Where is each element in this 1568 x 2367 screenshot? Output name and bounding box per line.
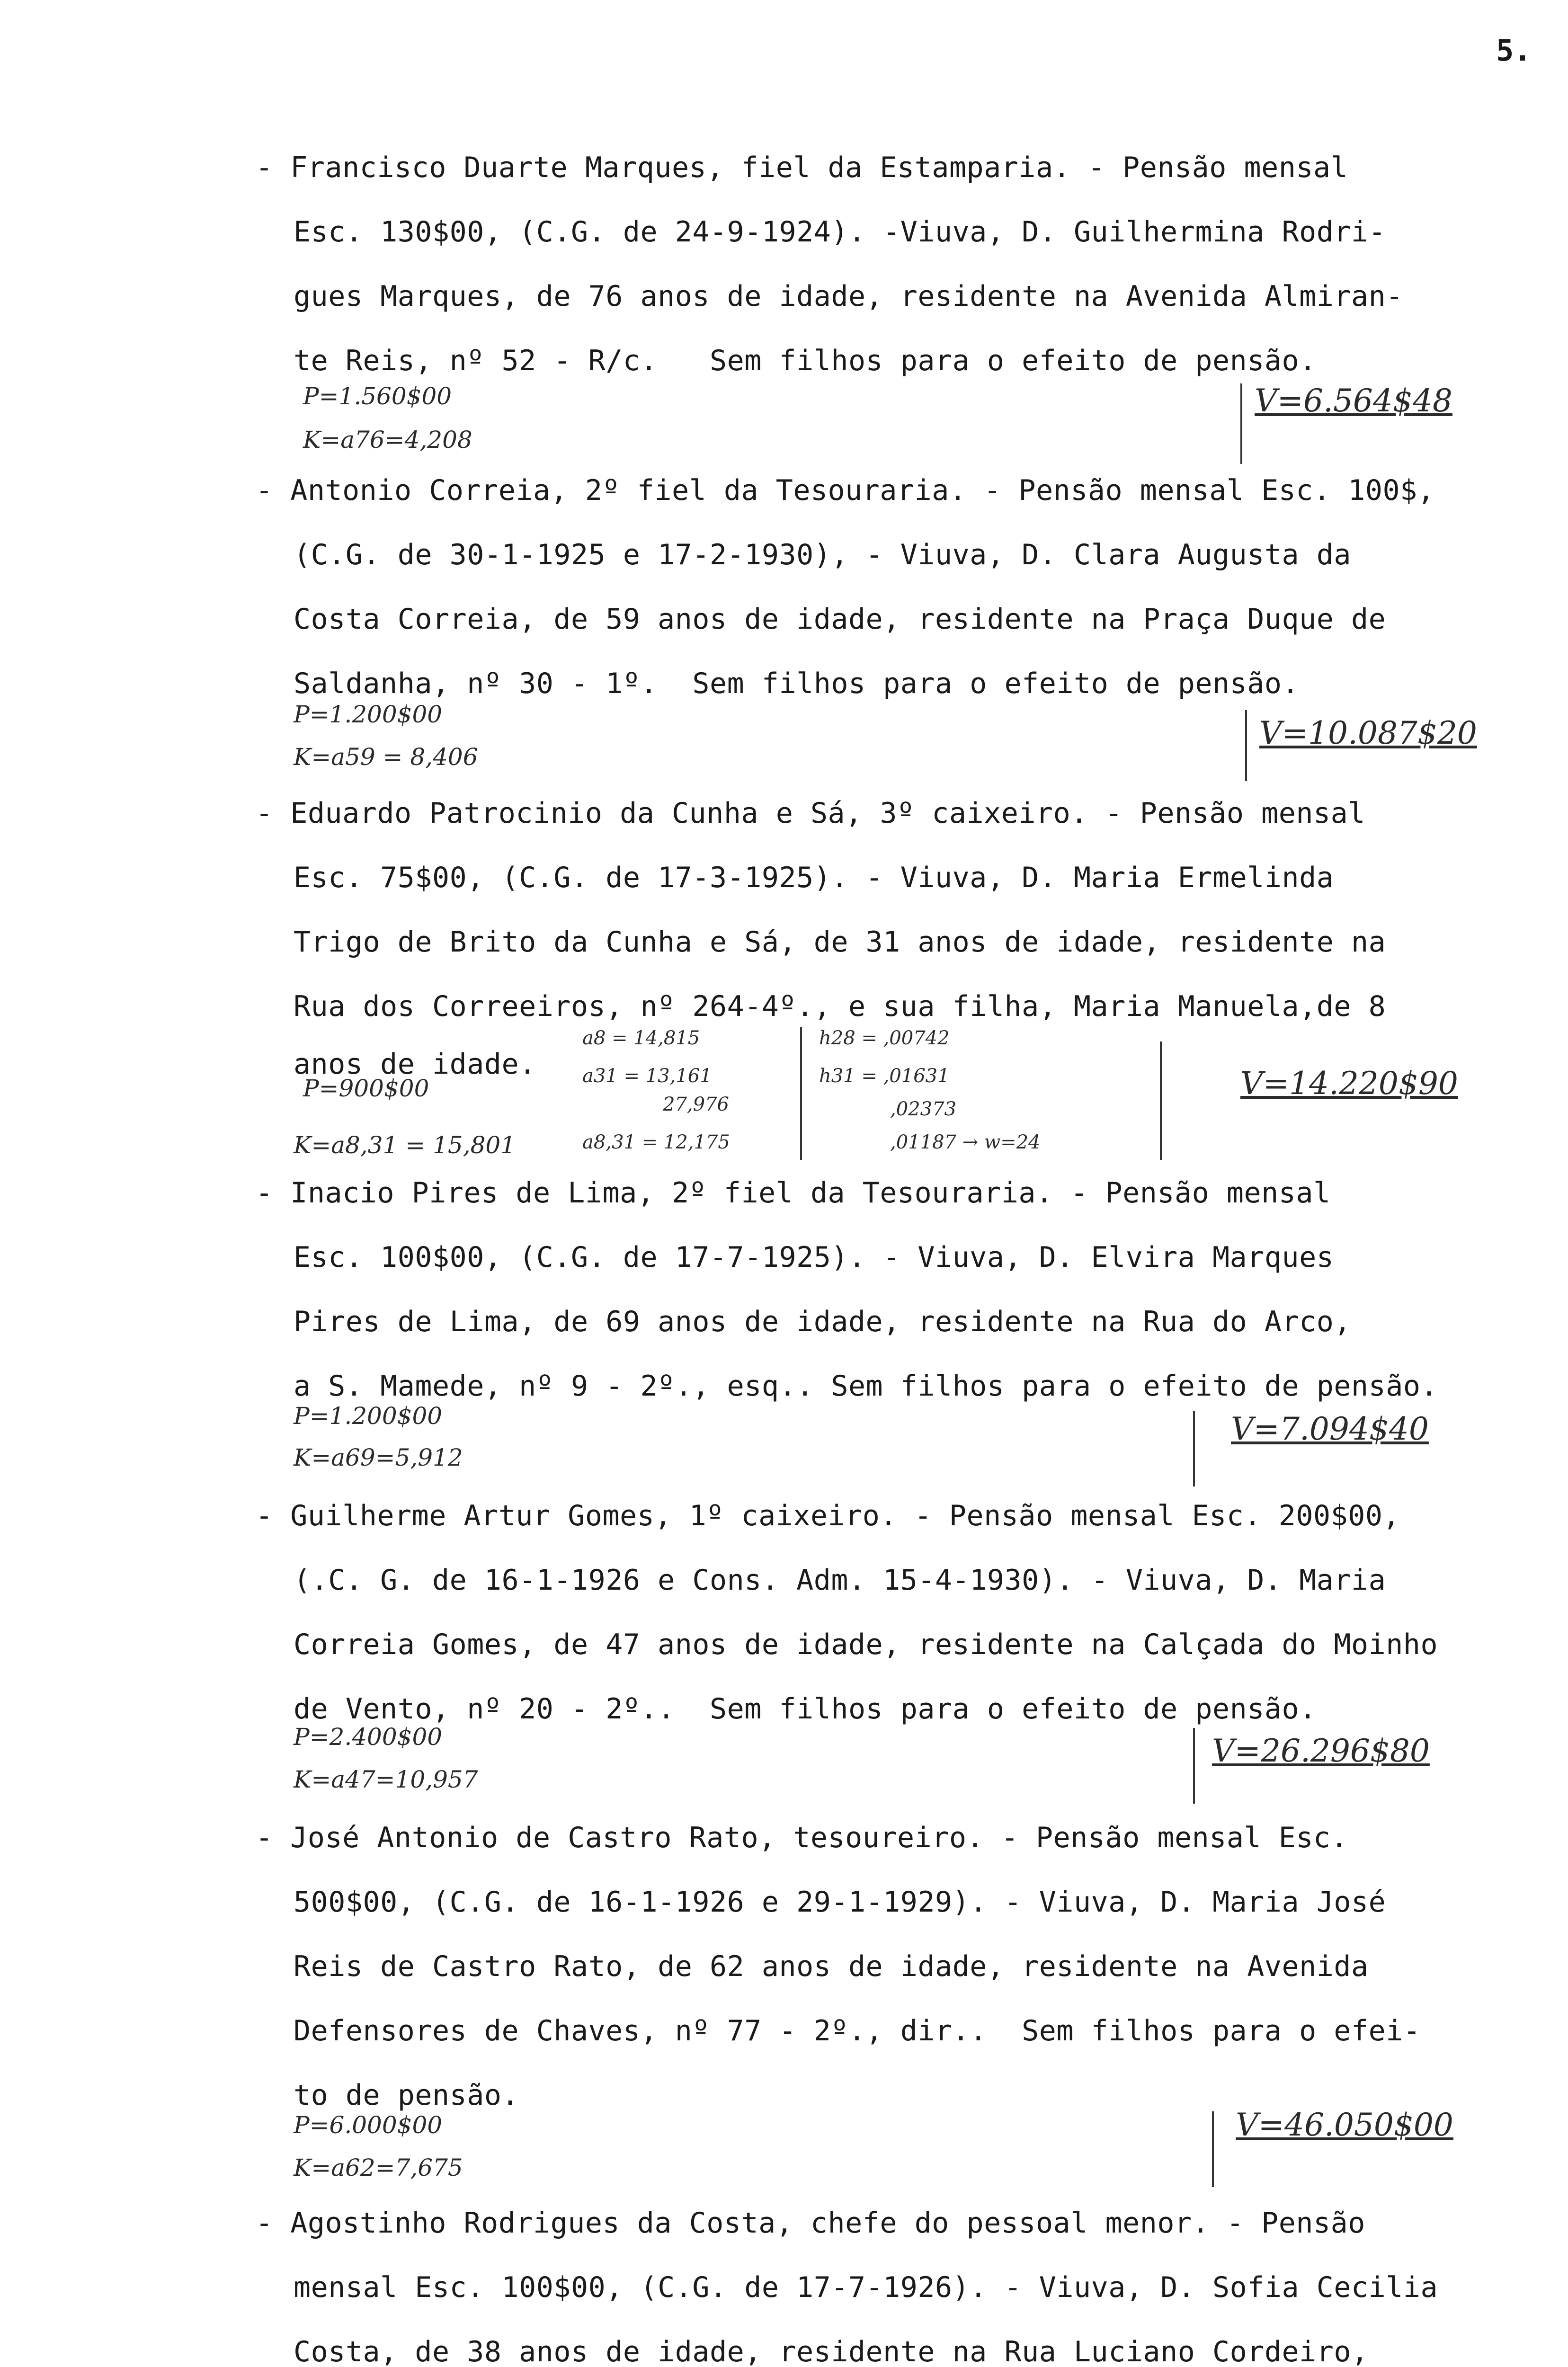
entry-3-value: V=14.220$90 — [1240, 1065, 1458, 1102]
entry-2-value-divider — [1245, 710, 1247, 781]
entry-4-line-1: - Inacio Pires de Lima, 2º fiel da Tesouraria. - Pensão mensal — [256, 1176, 1331, 1210]
entry-1-line-1: - Francisco Duarte Marques, fiel da Estamparia. - Pensão mensal — [256, 151, 1348, 184]
entry-6-value: V=46.050$00 — [1236, 2107, 1453, 2143]
entry-3-line-2: Esc. 75$00, (C.G. de 17-3-1925). - Viuva, D. Maria Ermelinda — [294, 861, 1334, 894]
entry-2-line-1: - Antonio Correia, 2º fiel da Tesouraria. - Pensão mensal Esc. 100$, — [256, 474, 1435, 507]
entry-3-line-4: Rua dos Correeiros, nº 264-4º., e sua filha, Maria Manuela,de 8 — [294, 990, 1386, 1023]
entry-5-value: V=26.296$80 — [1212, 1733, 1430, 1769]
entry-6-note-k: K=a62=7,675 — [294, 2154, 463, 2181]
entry-1-line-4: te Reis, nº 52 - R/c. Sem filhos para o efeito de pensão. — [294, 344, 1317, 377]
entry-2-note-k: K=a59 = 8,406 — [294, 743, 478, 771]
entry-3-line-5: anos de idade. — [294, 1048, 536, 1081]
entry-7-line-1: - Agostinho Rodrigues da Costa, chefe do pessoal menor. - Pensão — [256, 2207, 1365, 2240]
entry-5-line-1: - Guilherme Artur Gomes, 1º caixeiro. - Pensão mensal Esc. 200$00, — [256, 1499, 1400, 1532]
entry-3-calc-divider — [800, 1027, 802, 1160]
entry-4-line-2: Esc. 100$00, (C.G. de 17-7-1925). - Viuva, D. Elvira Marques — [294, 1241, 1334, 1274]
entry-5-value-divider — [1193, 1728, 1195, 1804]
entry-2-note-p: P=1.200$00 — [294, 701, 443, 728]
entry-4-note-p: P=1.200$00 — [294, 1402, 443, 1430]
entry-4-line-4: a S. Mamede, nº 9 - 2º., esq.. Sem filhos para o efeito de pensão. — [294, 1370, 1438, 1403]
entry-4-value: V=7.094$40 — [1231, 1411, 1429, 1447]
entry-5-line-2: (.C. G. de 16-1-1926 e Cons. Adm. 15-4-1930). - Viuva, D. Maria — [294, 1564, 1386, 1597]
entry-3-calc-w: ,01187 → w=24 — [890, 1131, 1041, 1153]
entry-7-line-3: Costa, de 38 anos de idade, residente na Rua Luciano Cordeiro, — [294, 2335, 1369, 2367]
entry-5-line-4: de Vento, nº 20 - 2º.. Sem filhos para o efeito de pensão. — [294, 1692, 1317, 1726]
entry-6-line-5: to de pensão. — [294, 2079, 519, 2112]
entry-6-line-2: 500$00, (C.G. de 16-1-1926 e 29-1-1929). - Viuva, D. Maria José — [294, 1886, 1386, 1919]
entry-6-value-divider — [1212, 2111, 1214, 2187]
entry-3-line-1: - Eduardo Patrocinio da Cunha e Sá, 3º caixeiro. - Pensão mensal — [256, 797, 1365, 830]
entry-1-note-k: K=a76=4,208 — [303, 426, 472, 454]
entry-2-line-2: (C.G. de 30-1-1925 e 17-2-1930), - Viuva, D. Clara Augusta da — [294, 538, 1352, 571]
entry-1-line-3: gues Marques, de 76 anos de idade, residente na Avenida Almiran- — [294, 280, 1403, 313]
entry-1-line-2: Esc. 130$00, (C.G. de 24-9-1924). -Viuva, D. Guilhermina Rodri- — [294, 215, 1386, 249]
entry-5-note-p: P=2.400$00 — [294, 1723, 443, 1751]
entry-4-note-k: K=a69=5,912 — [294, 1444, 463, 1471]
entry-1-value: V=6.564$48 — [1255, 383, 1452, 419]
entry-3-line-3: Trigo de Brito da Cunha e Sá, de 31 anos de idade, residente na — [294, 925, 1386, 959]
entry-3-calc-hsum: ,02373 — [890, 1098, 956, 1120]
entry-3-calc-a8: a8 = 14,815 — [582, 1027, 700, 1049]
entry-5-line-3: Correia Gomes, de 47 anos de idade, residente na Calçada do Moinho — [294, 1628, 1438, 1661]
entry-6-line-3: Reis de Castro Rato, de 62 anos de idade, residente na Avenida — [294, 1950, 1369, 1983]
entry-3-note-p: P=900$00 — [303, 1075, 429, 1102]
entry-3-calc-sum: 27,976 — [663, 1094, 729, 1115]
entry-3-calc-a31: a31 = 13,161 — [582, 1065, 712, 1087]
entry-6-line-4: Defensores de Chaves, nº 77 - 2º., dir.. Sem filhos para o efei- — [294, 2014, 1421, 2047]
entry-1-value-divider — [1240, 383, 1242, 464]
entry-2-line-4: Saldanha, nº 30 - 1º. Sem filhos para o efeito de pensão. — [294, 667, 1300, 700]
entry-4-line-3: Pires de Lima, de 69 anos de idade, residente na Rua do Arco, — [294, 1305, 1352, 1338]
entry-6-note-p: P=6.000$00 — [294, 2111, 443, 2139]
entry-3-calc-h31: h31 = ,01631 — [819, 1065, 950, 1087]
page-number: 5. — [1496, 33, 1532, 68]
entry-7-line-2: mensal Esc. 100$00, (C.G. de 17-7-1926). - Viuva, D. Sofia Cecilia — [294, 2271, 1438, 2304]
entry-1-note-p: P=1.560$00 — [303, 383, 452, 410]
entry-4-value-divider — [1193, 1411, 1195, 1486]
entry-6-line-1: - José Antonio de Castro Rato, tesoureiro. - Pensão mensal Esc. — [256, 1821, 1348, 1854]
entry-3-calc-h28: h28 = ,00742 — [819, 1027, 950, 1049]
entry-2-line-3: Costa Correia, de 59 anos de idade, residente na Praça Duque de — [294, 603, 1386, 636]
entry-2-value: V=10.087$20 — [1259, 715, 1477, 751]
entry-3-value-divider — [1160, 1041, 1162, 1160]
entry-3-note-k: K=a8,31 = 15,801 — [294, 1131, 516, 1159]
entry-3-calc-a831: a8,31 = 12,175 — [582, 1131, 730, 1153]
entry-5-note-k: K=a47=10,957 — [294, 1766, 478, 1793]
